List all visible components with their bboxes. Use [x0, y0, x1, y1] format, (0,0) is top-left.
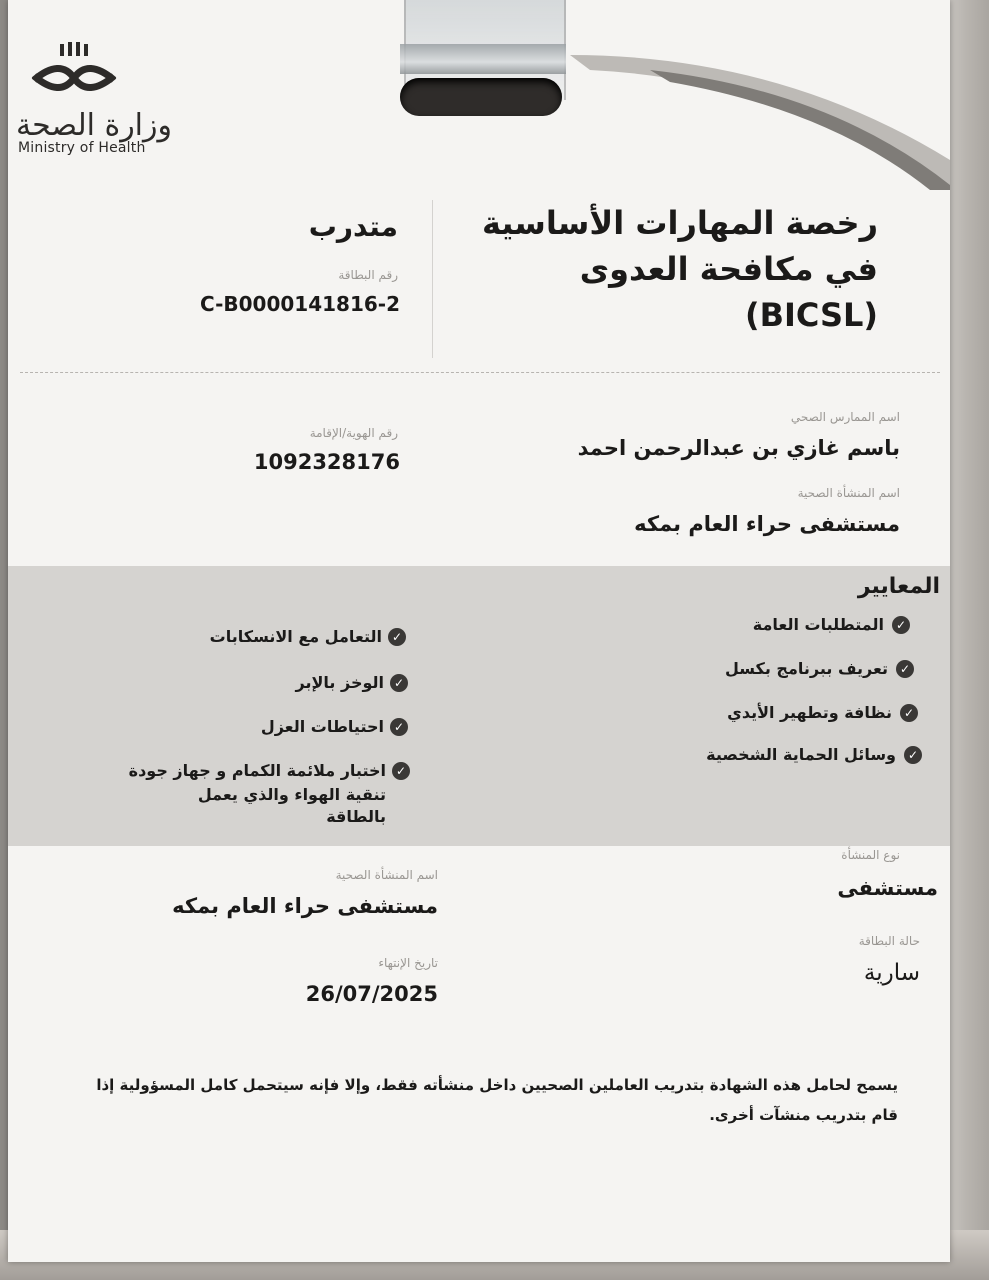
facility-name: مستشفى حراء العام بمكه: [634, 512, 900, 536]
card-number: C-B0000141816-2: [199, 292, 400, 316]
check-circle-icon: ✓: [904, 746, 922, 764]
check-circle-icon: ✓: [388, 628, 406, 646]
criteria-item: وسائل الحماية الشخصية: [706, 745, 896, 764]
check-circle-icon: ✓: [390, 674, 408, 692]
criteria-item-continued: تنقية الهواء والذي يعمل بالطاقة: [197, 785, 386, 826]
facility-label: اسم المنشأة الصحية: [797, 486, 900, 500]
header-swoosh: [530, 0, 950, 190]
check-circle-icon: ✓: [390, 718, 408, 736]
criteria-item: احتياطات العزل: [260, 717, 384, 736]
card-number-label: رقم البطاقة: [338, 268, 398, 282]
title-line-2: في مكافحة العدوى: [579, 250, 878, 288]
badge-clip-band: [400, 44, 566, 74]
expiry-date-label: تاريخ الإنتهاء: [378, 956, 438, 970]
facility-type: مستشفى: [837, 876, 938, 900]
criteria-section: [8, 566, 950, 846]
national-id: 1092328176: [253, 450, 400, 474]
section-divider: [20, 372, 940, 373]
title-line-1: رخصة المهارات الأساسية: [481, 204, 878, 242]
check-circle-icon: ✓: [900, 704, 918, 722]
facility-name-label-footer: اسم المنشأة الصحية: [335, 868, 438, 882]
logo-arabic-text: وزارة الصحة: [16, 108, 172, 143]
usage-note-line-1: يسمح لحامل هذه الشهادة بتدريب العاملين الصحيين داخل منشأته فقط، وإلا فإنه سيتحمل كامل المسؤولية إذا: [96, 1076, 898, 1094]
criteria-title: المعايير: [857, 574, 940, 599]
license-card: [8, 0, 950, 1262]
criteria-item: اختبار ملائمة الكمام و جهاز جودة: [128, 761, 386, 780]
expiry-date: 26/07/2025: [305, 982, 438, 1006]
criteria-item: تعريف ببرنامج بكسل: [724, 659, 888, 678]
logo-english-text: Ministry of Health: [18, 140, 146, 156]
practitioner-name-label: اسم الممارس الصحي: [790, 410, 900, 424]
facility-name-footer: مستشفى حراء العام بمكه: [172, 894, 438, 918]
practitioner-name: باسم غازي بن عبدالرحمن احمد: [577, 436, 900, 460]
header-divider: [432, 200, 433, 358]
check-circle-icon: ✓: [392, 762, 410, 780]
usage-note-line-2: قام بتدريب منشآت أخرى.: [709, 1106, 898, 1124]
national-id-label: رقم الهوية/الإقامة: [309, 426, 398, 440]
criteria-item: المتطلبات العامة: [752, 615, 884, 634]
title-line-3: (BICSL): [744, 296, 878, 334]
license-title: [438, 200, 878, 338]
facility-type-label: نوع المنشأة: [841, 848, 900, 862]
lanyard-slot: [400, 78, 562, 116]
criteria-item: نظافة وتطهير الأيدي: [727, 703, 892, 722]
card-status: سارية: [863, 960, 920, 986]
check-circle-icon: ✓: [892, 616, 910, 634]
criteria-item: التعامل مع الانسكابات: [209, 627, 382, 646]
criteria-item: الوخز بالإبر: [295, 673, 384, 692]
card-status-label: حالة البطاقة: [858, 934, 920, 948]
role-label: متدرب: [308, 210, 398, 243]
check-circle-icon: ✓: [896, 660, 914, 678]
usage-note: [68, 1070, 898, 1130]
